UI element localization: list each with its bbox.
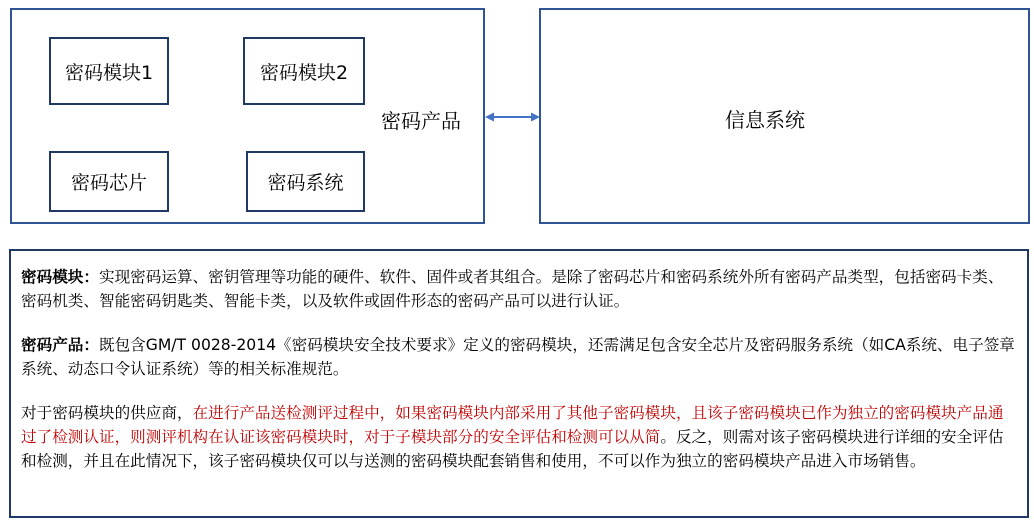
supplier-note-highlight: 在进行产品送检测评过程中，如果密码模块内部采用了其他子密码模块，且该子密码模块已作为独立的密码模块产品通过了检测认证，则测评机构在认证该密码模块时，对于子模块部分的安全评估和检测可以从简 [21, 404, 1004, 446]
crypto-module-1-label: 密码模块1 [64, 61, 154, 84]
crypto-chip-box [49, 151, 169, 212]
crypto-system-label: 密码系统 [267, 172, 344, 194]
bidirectional-arrow-icon [484, 108, 541, 126]
product-definition-term: 密码产品： [21, 336, 99, 354]
product-definition-text: 既包含GM/T 0028-2014《密码模块安全技术要求》定义的密码模块，还需满足包含安全芯片及密码服务系统（如CA系统、电子签章系统、动态口令认证系统）等的相关标准规范。 [21, 336, 1015, 378]
supplier-note [21, 401, 1015, 473]
supplier-note-intro: 对于密码模块的供应商， [21, 404, 193, 422]
crypto-system-box [246, 151, 365, 212]
product-definition [21, 333, 1015, 381]
supplier-note-rest: 。反之，则需对该子密码模块进行详细的安全评估和检测，并且在此情况下，该子密码模块仅可以与送测的密码模块配套销售和使用，不可以作为独立的密码模块产品进入市场销售。 [21, 428, 1004, 470]
module-definition-text: 实现密码运算、密钥管理等功能的硬件、软件、固件或者其组合。是除了密码芯片和密码系统外所有密码产品类型，包括密码卡类、密码机类、智能密码钥匙类、智能卡类，以及软件或固件形态的密码产品可以进行认证。 [21, 268, 1004, 310]
information-system-label: 信息系统 [725, 108, 805, 132]
crypto-chip-label: 密码芯片 [70, 172, 147, 194]
crypto-module-1-box [49, 37, 169, 105]
description-box [9, 249, 1029, 518]
crypto-product-label: 密码产品 [381, 109, 461, 133]
module-definition [21, 265, 1015, 313]
module-definition-term: 密码模块： [21, 268, 99, 286]
crypto-module-2-box [243, 37, 365, 105]
crypto-module-2-label: 密码模块2 [259, 61, 349, 84]
